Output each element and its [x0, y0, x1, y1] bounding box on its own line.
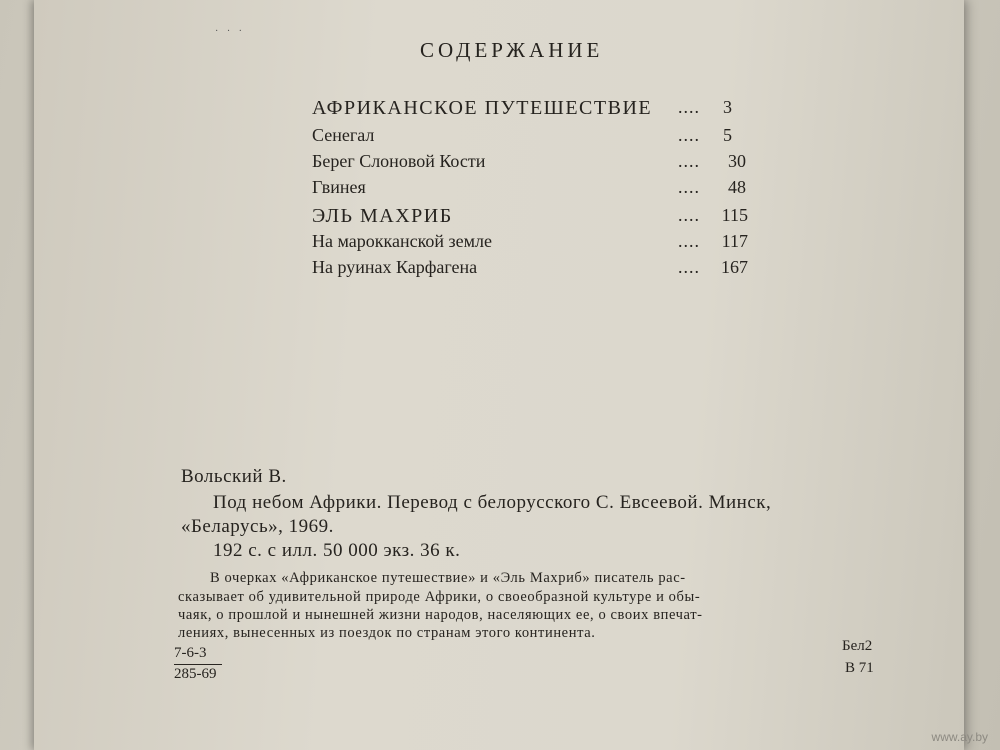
toc-entry-dots: .... — [678, 97, 700, 117]
classification-code-top: Бел2 — [842, 638, 873, 654]
toc-entry-page: 48 — [728, 177, 746, 197]
catalog-code-bottom: 285-69 — [174, 666, 217, 682]
biblio-author: Вольский В. — [181, 466, 287, 487]
toc-title: СОДЕРЖАНИЕ — [420, 38, 604, 62]
toc-entry-dots: .... — [678, 125, 700, 145]
site-watermark: www.ay.by — [931, 730, 988, 744]
toc-entry-label: На руинах Карфагена — [312, 257, 478, 277]
toc-entry-dots: .... — [678, 231, 700, 251]
toc-entry-dots: .... — [678, 205, 700, 225]
annotation-line: В очерках «Африканское путешествие» и «Эль Махриб» писатель рас- — [210, 570, 686, 586]
toc-entry — [312, 231, 752, 255]
annotation-line: чаяк, о прошлой и нынешней жизни народов, населяющих ее, о своих впечат- — [178, 607, 703, 623]
toc-entry-dots: .... — [678, 177, 700, 197]
toc-entry — [312, 177, 752, 201]
annotation-line: сказывает об удивительной природе Африки, о своеобразной культуре и обы- — [178, 589, 701, 605]
biblio-title-line: Под небом Африки. Перевод с белорусского С. Евсеевой. Минск, — [213, 492, 772, 513]
toc-entry — [312, 151, 752, 175]
toc-entry-dots: .... — [678, 151, 700, 171]
paper-specks: · · · — [215, 26, 245, 37]
toc-entry-page: 30 — [728, 151, 746, 171]
biblio-publisher-line: «Беларусь», 1969. — [181, 516, 334, 537]
toc-entry-label: Сенегал — [312, 125, 375, 145]
catalog-code-top: 7-6-3 — [174, 645, 207, 661]
toc-entry — [312, 257, 752, 281]
classification-code-bottom: В 71 — [845, 660, 874, 676]
toc-entry-page: 5 — [723, 125, 732, 145]
toc-entry-page: 117 — [721, 231, 748, 251]
toc-entry — [312, 205, 752, 229]
toc-entry-label: Гвинея — [312, 177, 366, 197]
annotation-line: лениях, вынесенных из поездок по странам этого континента. — [178, 625, 596, 641]
biblio-extent-line: 192 с. с илл. 50 000 экз. 36 к. — [213, 540, 461, 561]
toc-entry-page: 3 — [723, 97, 732, 117]
toc-entry-page: 167 — [721, 257, 748, 277]
toc-entry-label: На марокканской земле — [312, 231, 492, 251]
toc-entry — [312, 125, 752, 149]
toc-entry-label: Берег Слоновой Кости — [312, 151, 486, 171]
fraction-rule — [174, 664, 222, 665]
toc-entry-label: АФРИКАНСКОЕ ПУТЕШЕСТВИЕ — [312, 97, 653, 119]
toc-entry — [312, 97, 752, 121]
toc-entry-label: ЭЛЬ МАХРИБ — [312, 205, 453, 227]
toc-entry-dots: .... — [678, 257, 700, 277]
toc-entry-page: 115 — [721, 205, 748, 225]
